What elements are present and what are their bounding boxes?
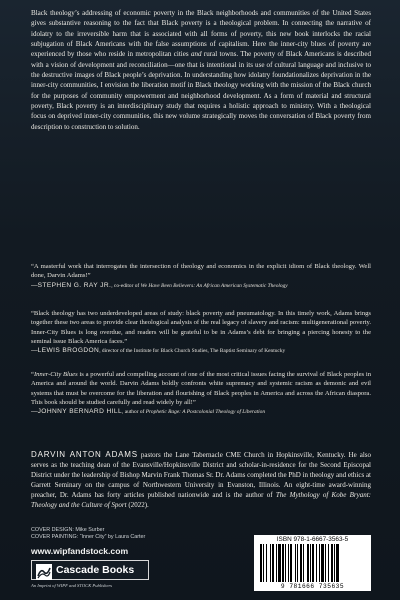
barcode-bar xyxy=(297,544,298,582)
barcode-bar xyxy=(312,544,314,582)
publisher-website[interactable]: www.wipfandstock.com xyxy=(31,546,129,556)
author-bio xyxy=(31,450,371,510)
quote-open-mark: “ xyxy=(31,371,34,378)
barcode-bar xyxy=(276,544,277,582)
endorsement-quote-1 xyxy=(31,262,371,291)
barcode-bar xyxy=(288,544,289,582)
endorser-affiliation: , director of the Institute for Black Church Studies, The Baptist Seminary of Kentucky xyxy=(99,348,286,355)
barcode-digits: 9 781666 735635 xyxy=(280,583,345,590)
barcode-bar xyxy=(266,544,267,582)
barcode-bar xyxy=(263,544,264,582)
barcode-bar xyxy=(300,544,302,582)
cascade-logo-icon xyxy=(36,564,52,580)
publisher-logo-box xyxy=(31,560,149,580)
quote-book-title: Inner-City Blues xyxy=(33,371,78,378)
barcode-bar xyxy=(282,544,284,582)
isbn-barcode xyxy=(254,535,371,591)
endorser-name: JOHNNY BERNARD HILL xyxy=(37,408,123,416)
barcode-bar xyxy=(278,544,281,582)
publisher-imprint-line: An Imprint of WIPF and STOCK Publishers xyxy=(31,583,113,588)
barcode-bar xyxy=(260,544,262,582)
isbn-label: ISBN 978-1-6667-3563-5 xyxy=(276,536,349,543)
description-part-2: rural towns. The poverty of Black Americans is described with a vision of development and reconciliation—one that is intentional in its use of cultural language and inclusive to the destructive images of Black people’s deprivation. In understanding how idolatry foundationalizes deprivation in the inner-city communities, I envision the liberation motif in Black theology working with the mission of the Black church for the purposes of community empowerment and neighborhood development. As a form of material and structural poverty, Black poverty is an interdisciplinary study that requires a holistic approach to ministry. With a theological focus on deprived inner-city communities, this new volume strategically moves the conversation of Black poverty from description to construction to solution. xyxy=(31,50,371,131)
quote-attribution: —JOHNNY BERNARD HILL, author of Prophetic Rage: A Postcolonial Theology of Liberation xyxy=(31,408,266,416)
quote-attribution: —STEPHEN G. RAY JR., co-editor of We Have Been Believers: An African American Systematic Theology xyxy=(31,281,288,289)
barcode-bar xyxy=(331,544,333,582)
barcode-bar xyxy=(316,544,317,582)
barcode-bar xyxy=(307,544,309,582)
cover-credits xyxy=(31,527,145,541)
cover-design-credit: COVER DESIGN: Mike Surber xyxy=(31,527,105,533)
author-name: DARVIN ANTON ADAMS xyxy=(31,450,138,459)
barcode-bar xyxy=(270,544,271,582)
barcode-bar xyxy=(321,544,324,582)
endorsement-quote-3 xyxy=(31,370,371,417)
book-description xyxy=(31,8,371,132)
bio-book-title: The Mythology of Kobe Bryant: Theology and the Culture of Sport xyxy=(31,491,371,509)
barcode-icon xyxy=(258,544,367,582)
barcode-bar xyxy=(310,544,311,582)
barcode-bar xyxy=(328,544,329,582)
endorser-name: STEPHEN G. RAY JR. xyxy=(37,281,112,289)
description-part-1: Black theology’s addressing of economic poverty in the Black neighborhoods and communities of the United States gives substantive reasoning to the fact that Black poverty is a theological problem. In connecting the narrative of idolatry to the irreversible harm that is associated with all forms of poverty, this new book interlocks the racial subjugation of Black Americans with the false assumptions of capitalism. Here the inner-city blues of poverty are experienced by those who reside in metropolitan cities xyxy=(31,9,371,59)
barcode-bar xyxy=(336,544,339,582)
barcode-bar xyxy=(334,544,335,582)
bio-text-2: (2022). xyxy=(126,501,149,509)
endorser-affiliation: , author of xyxy=(122,409,146,416)
barcode-bar xyxy=(272,544,274,582)
barcode-bar xyxy=(303,544,304,582)
endorser-name: LEWIS BROGDON xyxy=(37,347,100,355)
quote-text: is a powerful and compelling account of one of the most critical issues facing the survival of Black peoples in America and around the world. Darvin Adams boldly confronts white supremacy and systemic racism as demonic and evil systems that must be overcome for the liberation and flourishing of Black peoples in America and across the African diaspora. This book should be studied carefully and read widely by all!” xyxy=(31,371,371,406)
description-emphasis: and xyxy=(190,50,202,59)
endorser-affiliation: , co-editor of xyxy=(111,282,141,289)
quote-text: “A masterful work that interrogates the intersection of theology and economics in the explicit idiom of Black theology. Well done, Darvin Adams!” xyxy=(31,263,371,280)
barcode-bar xyxy=(319,544,320,582)
endorser-book-title: Prophetic Rage: A Postcolonial Theology of Liberation xyxy=(145,409,266,416)
barcode-bar xyxy=(325,544,326,582)
quote-attribution: —LEWIS BROGDON, director of the Institute for Black Church Studies, The Baptist Seminary of Kentucky xyxy=(31,347,286,355)
endorsement-quote-2 xyxy=(31,309,371,356)
publisher-name: Cascade Books xyxy=(56,564,135,576)
bio-text-1: pastors the Lane Tabernacle CME Church in Hopkinsville, Kentucky. He also serves as the teaching dean of the Evansville/Hopkinsville District and scholar-in-residence for the Second Episcopal District under the leadership of Bishop Marvin Frank Thomas Sr. Dr. Adams completed the PhD in theology and ethics at Garrett Seminary on the campus of Northwestern University in Evanston, Illinois. An eight-time award-winning preacher, Dr. Adams has forty articles published nationwide and is the author of xyxy=(31,451,371,499)
barcode-bar xyxy=(285,544,286,582)
quote-text: “Black theology has two underdeveloped areas of study: black poverty and pneumatology. In this timely work, Adams brings together these two areas to provide clear theological analysis of the real legacy of slavery and racism: multigenerational poverty. Inner-City Blues is long overdue, and readers will be grateful to be in Adams’s debt for bringing a piercing honesty to the seminal issue Black America faces.” xyxy=(31,310,371,345)
cover-painting-credit: COVER PAINTING: “Inner City” by Laura Carter xyxy=(31,534,146,540)
barcode-bar xyxy=(295,544,296,582)
barcode-bar xyxy=(290,544,292,582)
endorser-book-title: We Have Been Believers: An African American Systematic Theology xyxy=(140,282,288,289)
